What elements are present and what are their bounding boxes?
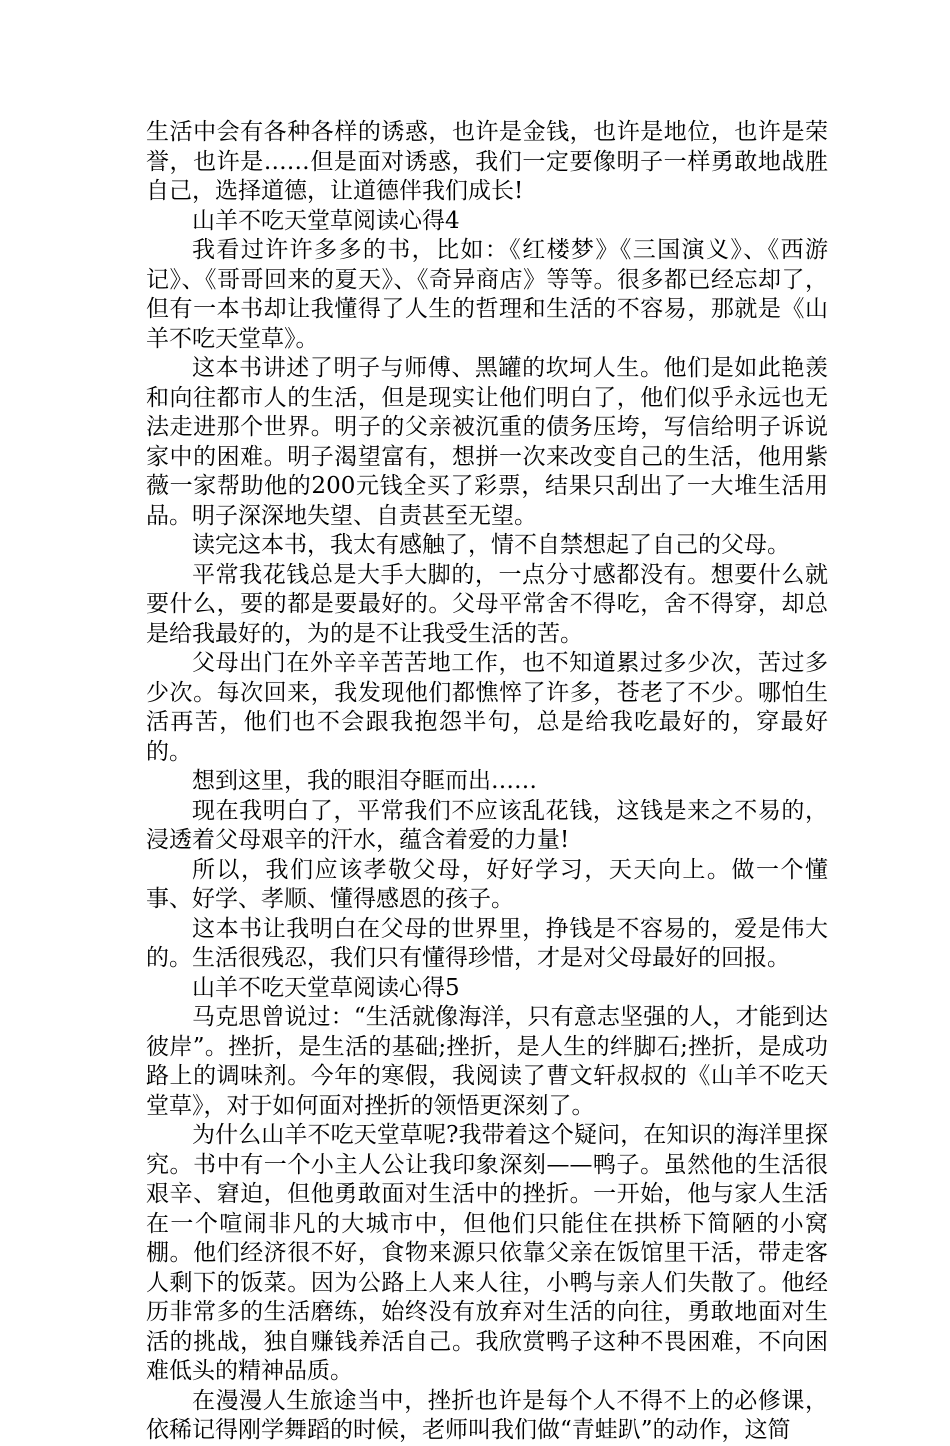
document-body <box>146 118 828 1446</box>
paragraph: 马克思曾说过：“生活就像海洋，只有意志坚强的人，才能到达彼岸”。挫折，是生活的基础;挫折，是人生的绊脚石;挫折，是成功路上的调味剂。今年的寒假，我阅读了曹文轩叔叔的《山羊不吃天堂草》，对于如何面对挫折的领悟更深刻了。 <box>146 1004 828 1119</box>
paragraph: 这本书让我明白在父母的世界里，挣钱是不容易的，爱是伟大的。生活很残忍，我们只有懂得珍惜，才是对父母最好的回报。 <box>146 915 828 971</box>
paragraph: 想到这里，我的眼泪夺眶而出…… <box>192 768 537 794</box>
paragraph: 为什么山羊不吃天堂草呢?我带着这个疑问，在知识的海洋里探究。书中有一个小主人公让我印象深刻——鸭子。虽然他的生活很艰辛、窘迫，但他勇敢面对生活中的挫折。一开始，他与家人生活在一个喧闹非凡的大城市中，但他们只能住在拱桥下简陋的小窝棚。他们经济很不好，食物来源只依靠父亲在饭馆里干活，带走客人剩下的饭菜。因为公路上人来人往，小鸭与亲人们失散了。他经历非常多的生活磨练，始终没有放弃对生活的向往，勇敢地面对生活的挑战，独自赚钱养活自己。我欣赏鸭子这种不畏困难，不向困难低头的精神品质。 <box>146 1122 828 1384</box>
paragraph: 这本书讲述了明子与师傅、黑罐的坎坷人生。他们是如此艳羡和向往都市人的生活，但是现实让他们明白了，他们似乎永远也无法走进那个世界。明子的父亲被沉重的债务压垮，写信给明子诉说家中的困难。明子渴望富有，想拼一次来改变自己的生活，他用紫薇一家帮助他的200元钱全买了彩票，结果只刮出了一大堆生活用品。明子深深地失望、自责甚至无望。 <box>146 355 828 529</box>
paragraph: 生活中会有各种各样的诱惑，也许是金钱，也许是地位，也许是荣誉，也许是……但是面对诱惑，我们一定要像明子一样勇敢地战胜自己，选择道德，让道德伴我们成长! <box>146 119 828 204</box>
paragraph: 在漫漫人生旅途当中，挫折也许是每个人不得不上的必修课，依稀记得刚学舞蹈的时候，老师叫我们做“青蛙趴”的动作，这简 <box>146 1387 828 1443</box>
paragraph: 平常我花钱总是大手大脚的，一点分寸感都没有。想要什么就要什么，要的都是要最好的。父母平常舍不得吃，舍不得穿，却总是给我最好的，为的是不让我受生活的苦。 <box>146 561 828 647</box>
paragraph: 所以，我们应该孝敬父母，好好学习，天天向上。做一个懂事、好学、孝顺、懂得感恩的孩子。 <box>146 856 828 912</box>
section-heading: 山羊不吃天堂草阅读心得4 <box>192 207 460 234</box>
paragraph: 我看过许许多多的书，比如：《红楼梦》《三国演义》、《西游记》、《哥哥回来的夏天》、《奇异商店》等等。很多都已经忘却了，但有一本书却让我懂得了人生的哲理和生活的不容易，那就是《山羊不吃天堂草》。 <box>146 237 828 352</box>
paragraph: 读完这本书，我太有感触了，情不自禁想起了自己的父母。 <box>192 532 790 558</box>
section-heading: 山羊不吃天堂草阅读心得5 <box>192 974 460 1001</box>
paragraph: 现在我明白了，平常我们不应该乱花钱，这钱是来之不易的，浸透着父母艰辛的汗水，蕴含着爱的力量! <box>146 797 828 853</box>
paragraph: 父母出门在外辛辛苦苦地工作，也不知道累过多少次，苦过多少次。每次回来，我发现他们都憔悴了许多，苍老了不少。哪怕生活再苦，他们也不会跟我抱怨半句，总是给我吃最好的，穿最好的。 <box>146 650 828 765</box>
